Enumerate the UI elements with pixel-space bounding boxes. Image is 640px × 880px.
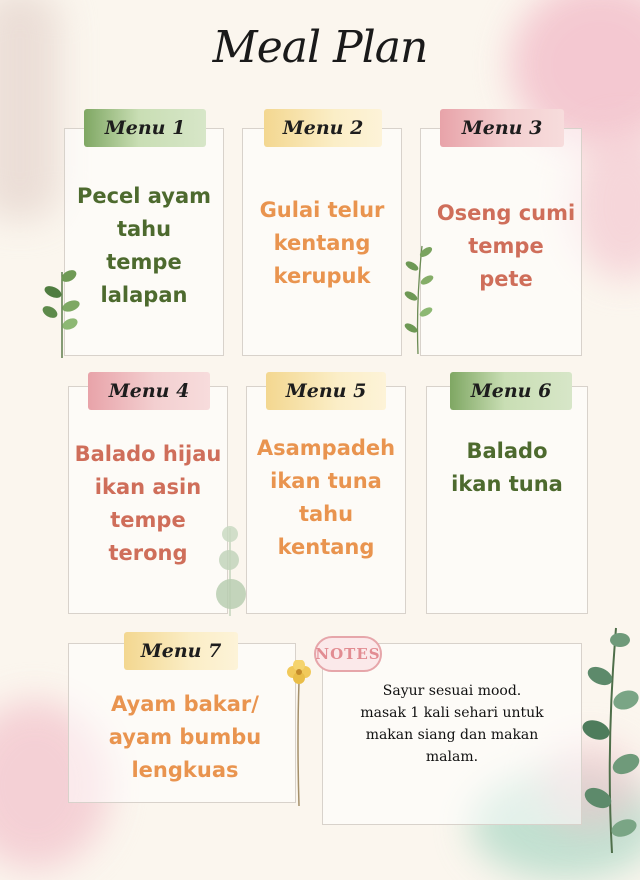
eucalyptus-branch-icon	[572, 618, 640, 853]
menu-tag-2: Menu 2	[264, 109, 382, 147]
flower-icon	[284, 660, 314, 806]
page-title: Meal Plan	[212, 22, 428, 73]
eucalyptus-icon	[210, 520, 250, 616]
menu-tag-3: Menu 3	[440, 109, 564, 147]
menu-dish-3: Oseng cumi tempe pete	[436, 201, 576, 291]
notes-text: Sayur sesuai mood. masak 1 kali sehari untuk makan siang dan makan malam.	[360, 683, 544, 765]
menu-tag-6: Menu 6	[450, 372, 572, 410]
menu-dish-5: Asampadeh ikan tuna tahu kentang	[256, 436, 396, 559]
menu-dish-1: Pecel ayam tahu tempe lalapan	[76, 184, 212, 307]
menu-dish-7: Ayam bakar/ ayam bumbu lengkuas	[108, 692, 262, 782]
menu-tag-4: Menu 4	[88, 372, 210, 410]
leaf-sprig-icon	[38, 262, 84, 358]
menu-dish-4: Balado hijau ikan asin tempe terong	[74, 442, 222, 565]
leaf-vine-icon	[402, 242, 436, 354]
menu-tag-5: Menu 5	[266, 372, 386, 410]
notes-badge: NOTES	[314, 636, 382, 672]
menu-tag-1: Menu 1	[84, 109, 206, 147]
menu-dish-6: Balado ikan tuna	[451, 439, 563, 496]
menu-tag-7: Menu 7	[124, 632, 238, 670]
menu-dish-2: Gulai telur kentang kerupuk	[259, 198, 385, 288]
